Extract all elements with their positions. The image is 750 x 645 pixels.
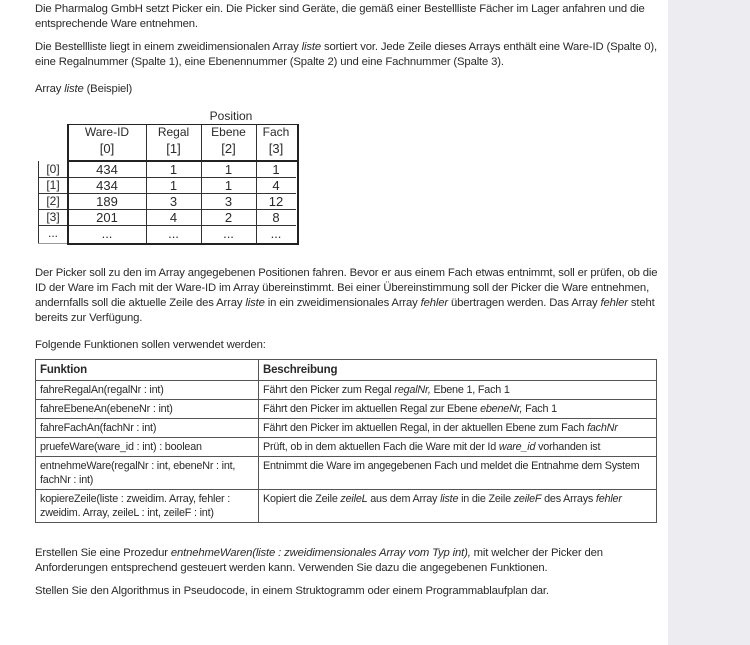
table-cell: ... — [270, 226, 282, 241]
array-caption: Array liste (Beispiel) — [35, 83, 133, 95]
row-label: [3] — [46, 210, 60, 224]
table-cell: 434 — [96, 162, 118, 177]
table-row — [36, 490, 657, 523]
representation-paragraph: Stellen Sie den Algorithmus in Pseudocode, in einem Struktogramm oder einem Programmablaufplan dar. — [35, 585, 549, 597]
grid-line — [67, 160, 297, 162]
functions-table — [35, 359, 657, 523]
col-header-fach: Fach — [262, 125, 290, 139]
table-cell: 1 — [169, 162, 178, 177]
grid-line — [38, 161, 39, 244]
table-row — [36, 381, 657, 400]
page-margin-strip — [668, 0, 750, 645]
table-cell: 1 — [169, 178, 178, 193]
table-row — [36, 438, 657, 457]
header-funktion: Funktion — [36, 360, 259, 381]
table-cell: 4 — [169, 210, 178, 225]
table-cell: 434 — [96, 178, 118, 193]
table-cell: 1 — [224, 178, 233, 193]
col-index-2: [2] — [221, 141, 236, 156]
table-cell: 1 — [224, 162, 233, 177]
function-signature: pruefeWare(ware_id : int) : boolean — [36, 438, 259, 457]
table-header-row — [36, 360, 657, 381]
function-description: Fährt den Picker im aktuellen Regal zur Ebene ebeneNr, Fach 1 — [259, 400, 657, 419]
table-row — [36, 457, 657, 490]
function-signature: entnehmeWare(regalNr : int, ebeneNr : int, fachNr : int) — [36, 457, 259, 490]
function-signature: fahreFachAn(fachNr : int) — [36, 419, 259, 438]
row-label: ... — [47, 226, 58, 240]
function-signature: fahreEbeneAn(ebeneNr : int) — [36, 400, 259, 419]
table-cell: 2 — [224, 210, 233, 225]
array-liste-table — [36, 106, 296, 246]
table-cell: 1 — [272, 162, 280, 177]
array-description-paragraph: Die Bestellliste liegt in einem zweidimensionalen Array liste sortiert vor. Jede Zeile dieses Arrays enthält eine Ware-ID (Spalte 0), eine Regalnummer (Spalte 1), eine Ebenennummer (Spalte 2) und eine Fachnummer (Spalte 3). — [35, 41, 657, 68]
row-label: [0] — [46, 162, 60, 176]
function-description: Entnimmt die Ware im angegebenen Fach und meldet die Entnahme dem System — [259, 457, 657, 490]
table-cell: 189 — [96, 194, 118, 209]
header-beschreibung: Beschreibung — [259, 360, 657, 381]
col-header-ware-id: Ware-ID — [84, 125, 130, 139]
array-frame — [67, 124, 299, 245]
col-header-regal: Regal — [157, 125, 190, 139]
table-cell: 3 — [169, 194, 178, 209]
table-cell: 3 — [224, 194, 233, 209]
table-cell: 201 — [96, 210, 118, 225]
col-index-1: [1] — [166, 141, 181, 156]
function-description: Kopiert die Zeile zeileL aus dem Array liste in die Zeile zeileF des Arrays fehler — [259, 490, 657, 523]
position-header: Position — [209, 109, 253, 123]
col-index-3: [3] — [268, 141, 284, 156]
picker-description-paragraph: Der Picker soll zu den im Array angegebenen Positionen fahren. Bevor er aus einem Fach etwas entnimmt, soll er prüfen, ob die ID der Ware im Fach mit der Ware-ID im Array übereinstimmt. Bei einer Übereinstimmung soll der Picker die Ware entnehmen, andernfalls soll die aktuelle Zeile des Array liste in ein zweidimensionales Array fehler übertragen werden. Das Array fehler steht bereits zur Verfügung. — [35, 267, 658, 324]
function-signature: fahreRegalAn(regalNr : int) — [36, 381, 259, 400]
table-cell: 8 — [272, 210, 280, 225]
function-description: Fährt den Picker im aktuellen Regal, in der aktuellen Ebene zum Fach fachNr — [259, 419, 657, 438]
table-cell: ... — [223, 226, 234, 241]
functions-intro: Folgende Funktionen sollen verwendet werden: — [35, 339, 266, 351]
row-label: [2] — [46, 194, 60, 208]
col-header-ebene: Ebene — [211, 125, 246, 139]
table-cell: 12 — [268, 194, 284, 209]
table-cell: ... — [101, 226, 113, 241]
task-paragraph: Erstellen Sie eine Prozedur entnehmeWaren(liste : zweidimensionales Array vom Typ int), mit welcher der Picker den Anforderungen entsprechend gesteuert werden kann. Verwenden Sie dazu die angegebenen Funktionen. — [35, 547, 603, 574]
intro-paragraph: Die Pharmalog GmbH setzt Picker ein. Die Picker sind Geräte, die gemäß einer Bestellliste Fächer im Lager anfahren und die entsprechende Ware entnehmen. — [35, 3, 645, 30]
table-cell: 4 — [272, 178, 280, 193]
table-row — [36, 419, 657, 438]
row-label: [1] — [46, 178, 60, 192]
function-description: Fährt den Picker zum Regal regalNr, Ebene 1, Fach 1 — [259, 381, 657, 400]
function-signature: kopiereZeile(liste : zweidim. Array, fehler : zweidim. Array, zeileL : int, zeileF : int) — [36, 490, 259, 523]
function-description: Prüft, ob in dem aktuellen Fach die Ware mit der Id ware_id vorhanden ist — [259, 438, 657, 457]
table-cell: ... — [168, 226, 179, 241]
table-row — [36, 400, 657, 419]
col-index-0: [0] — [99, 141, 115, 156]
grid-line — [38, 243, 68, 244]
